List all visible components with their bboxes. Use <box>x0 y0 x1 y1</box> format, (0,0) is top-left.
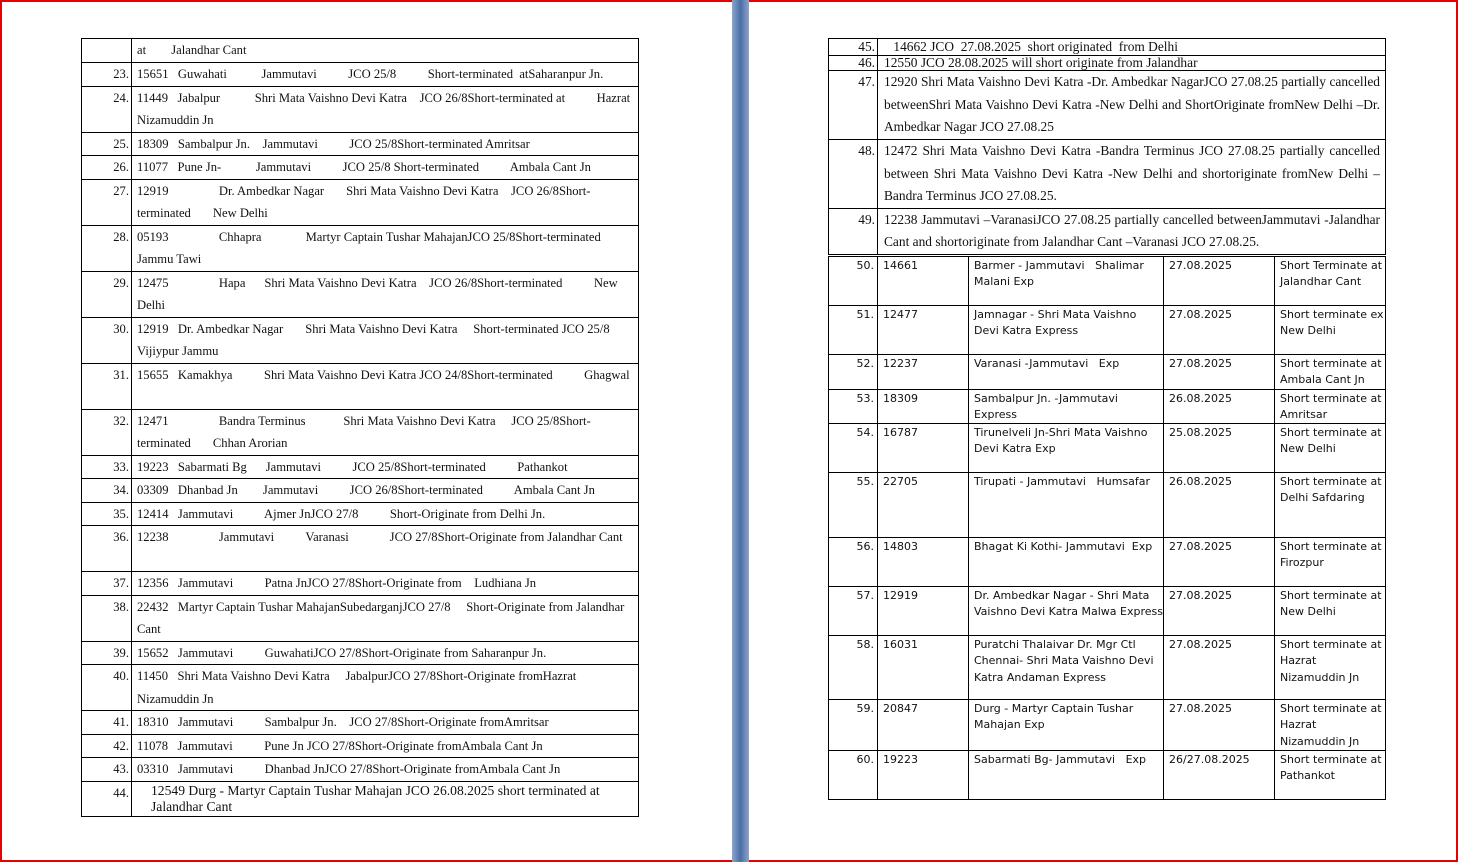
train-route: Dr. Ambedkar Nagar - Shri Mata Vaishno Devi Katra Malwa Express <box>969 587 1164 636</box>
row-number: 57. <box>829 587 878 636</box>
journey-date: 27.08.2025 <box>1164 700 1275 751</box>
row-text: 12549 Durg - Martyr Captain Tushar Mahajan JCO 26.08.2025 short terminated at Jalandhar Cant <box>132 781 639 816</box>
train-status: Short terminate at New Delhi <box>1275 587 1386 636</box>
table-row <box>82 63 639 87</box>
row-text: 15655 Kamakhya Shri Mata Vaishno Devi Katra JCO 24/8Short-terminated Ghagwal <box>132 363 639 409</box>
row-text: 11078 Jammutavi Pune Jn JCO 27/8Short-Originate fromAmbala Cant Jn <box>132 734 639 758</box>
journey-date: 27.08.2025 <box>1164 538 1275 587</box>
row-text: 12919 Dr. Ambedkar Nagar Shri Mata Vaishno Devi Katra JCO 26/8Short-terminated New Delhi <box>132 179 639 225</box>
train-status: Short terminate at Hazrat Nizamuddin Jn <box>1275 700 1386 751</box>
table-row <box>829 257 1386 306</box>
row-number: 53. <box>829 389 878 424</box>
row-text: 12414 Jammutavi Ajmer JnJCO 27/8 Short-Originate from Delhi Jn. <box>132 502 639 526</box>
train-number: 22705 <box>878 473 969 538</box>
row-text: 12919 Dr. Ambedkar Nagar Shri Mata Vaishno Devi Katra Short-terminated JCO 25/8 Vijiypur Jammu <box>132 317 639 363</box>
row-number: 43. <box>82 758 132 782</box>
row-number: 33. <box>82 455 132 479</box>
train-number: 12919 <box>878 587 969 636</box>
table-row <box>82 526 639 572</box>
row-text: at Jalandhar Cant <box>132 39 639 63</box>
journey-date: 27.08.2025 <box>1164 306 1275 355</box>
journey-date: 27.08.2025 <box>1164 636 1275 700</box>
row-number: 55. <box>829 473 878 538</box>
row-number: 27. <box>82 179 132 225</box>
table-row <box>82 665 639 711</box>
left-page-table <box>81 38 673 817</box>
table-row <box>82 363 639 409</box>
table-row <box>829 587 1386 636</box>
table-row <box>82 132 639 156</box>
train-status: Short terminate at Delhi Safdaring <box>1275 473 1386 538</box>
row-number: 59. <box>829 700 878 751</box>
train-number: 18309 <box>878 389 969 424</box>
journey-date: 27.08.2025 <box>1164 587 1275 636</box>
table-row <box>82 39 639 63</box>
train-number: 19223 <box>878 751 969 800</box>
row-number: 52. <box>829 355 878 390</box>
row-text: 14662 JCO 27.08.2025 short originated from Delhi <box>878 39 1386 56</box>
row-number: 48. <box>829 140 878 209</box>
row-number: 26. <box>82 156 132 180</box>
row-number: 35. <box>82 502 132 526</box>
row-number: 40. <box>82 665 132 711</box>
table-row <box>829 140 1386 209</box>
row-text: 12550 JCO 28.08.2025 will short originate from Jalandhar <box>878 56 1386 71</box>
row-text: 22432 Martyr Captain Tushar MahajanSubedarganjJCO 27/8 Short-Originate from Jalandhar Cant <box>132 595 639 641</box>
journey-date: 26.08.2025 <box>1164 473 1275 538</box>
journey-date: 27.08.2025 <box>1164 257 1275 306</box>
table-row <box>829 473 1386 538</box>
row-text: 11449 Jabalpur Shri Mata Vaishno Devi Katra JCO 26/8Short-terminated at Hazrat Nizamuddin Jn <box>132 86 639 132</box>
row-text: 15651 Guwahati Jammutavi JCO 25/8 Short-terminated atSaharanpur Jn. <box>132 63 639 87</box>
train-status: Short terminate at New Delhi <box>1275 424 1386 473</box>
right-notice-table <box>828 38 1386 255</box>
train-route: Puratchi Thalaivar Dr. Mgr Ctl Chennai- Shri Mata Vaishno Devi Katra Andaman Express <box>969 636 1164 700</box>
train-route: Tirupati - Jammutavi Humsafar <box>969 473 1164 538</box>
train-route: Sabarmati Bg- Jammutavi Exp <box>969 751 1164 800</box>
train-status: Short terminate at Ambala Cant Jn <box>1275 355 1386 390</box>
row-number: 28. <box>82 225 132 271</box>
table-row <box>829 700 1386 751</box>
journey-date: 26.08.2025 <box>1164 389 1275 424</box>
row-text: 12920 Shri Mata Vaishno Devi Katra -Dr. Ambedkar NagarJCO 27.08.25 partially cancelled betweenShri Mata Vaishno Devi Katra -New Delhi and ShortOriginate fromNew Delhi –Dr. Ambedkar Nagar JCO 27.08.25 <box>878 71 1386 140</box>
row-number: 56. <box>829 538 878 587</box>
row-number: 49. <box>829 208 878 254</box>
row-number: 60. <box>829 751 878 800</box>
table-row <box>829 39 1386 56</box>
row-number: 37. <box>82 572 132 596</box>
table-row <box>829 306 1386 355</box>
train-route: Varanasi -Jammutavi Exp <box>969 355 1164 390</box>
table-row <box>829 751 1386 800</box>
train-route: Sambalpur Jn. -Jammutavi Express <box>969 389 1164 424</box>
table-row <box>829 424 1386 473</box>
table-row <box>829 208 1386 254</box>
row-text: 12238 Jammutavi –VaranasiJCO 27.08.25 partially cancelled betweenJammutavi -Jalandhar Cant and shortoriginate from Jalandhar Cant –Varanasi JCO 27.08.25. <box>878 208 1386 254</box>
row-text: 15652 Jammutavi GuwahatiJCO 27/8Short-Originate from Saharanpur Jn. <box>132 641 639 665</box>
row-text: 03309 Dhanbad Jn Jammutavi JCO 26/8Short-terminated Ambala Cant Jn <box>132 479 639 503</box>
row-number: 34. <box>82 479 132 503</box>
row-number: 41. <box>82 711 132 735</box>
row-number: 24. <box>82 86 132 132</box>
table-row <box>829 538 1386 587</box>
train-status: Short terminate ex New Delhi <box>1275 306 1386 355</box>
table-row <box>82 156 639 180</box>
train-number: 12477 <box>878 306 969 355</box>
row-number: 51. <box>829 306 878 355</box>
train-route: Bhagat Ki Kothi- Jammutavi Exp <box>969 538 1164 587</box>
train-status: Short terminate at Amritsar <box>1275 389 1386 424</box>
train-number: 12237 <box>878 355 969 390</box>
row-text: 11077 Pune Jn- Jammutavi JCO 25/8 Short-terminated Ambala Cant Jn <box>132 156 639 180</box>
journey-date: 25.08.2025 <box>1164 424 1275 473</box>
row-text: 12356 Jammutavi Patna JnJCO 27/8Short-Originate from Ludhiana Jn <box>132 572 639 596</box>
table-row <box>82 711 639 735</box>
train-status: Short terminate at Pathankot <box>1275 751 1386 800</box>
row-text: 12475 Hapa Shri Mata Vaishno Devi Katra JCO 26/8Short-terminated New Delhi <box>132 271 639 317</box>
row-number <box>82 39 132 63</box>
table-row <box>82 86 639 132</box>
table-row <box>82 409 639 455</box>
train-route: Tirunelveli Jn-Shri Mata Vaishno Devi Katra Exp <box>969 424 1164 473</box>
train-route: Durg - Martyr Captain Tushar Mahajan Exp <box>969 700 1164 751</box>
table-row <box>82 455 639 479</box>
train-number: 20847 <box>878 700 969 751</box>
row-number: 36. <box>82 526 132 572</box>
left-table-body <box>82 39 673 817</box>
table-row <box>82 502 639 526</box>
table-row <box>829 389 1386 424</box>
train-number: 16031 <box>878 636 969 700</box>
row-number: 54. <box>829 424 878 473</box>
row-text: 18310 Jammutavi Sambalpur Jn. JCO 27/8Short-Originate fromAmritsar <box>132 711 639 735</box>
train-route: Barmer - Jammutavi Shalimar Malani Exp <box>969 257 1164 306</box>
table-row <box>82 271 639 317</box>
train-number: 14661 <box>878 257 969 306</box>
row-number: 29. <box>82 271 132 317</box>
row-text: 11450 Shri Mata Vaishno Devi Katra JabalpurJCO 27/8Short-Originate fromHazrat Nizamuddin Jn <box>132 665 639 711</box>
row-number: 47. <box>829 71 878 140</box>
row-number: 32. <box>82 409 132 455</box>
train-number: 14803 <box>878 538 969 587</box>
row-number: 50. <box>829 257 878 306</box>
journey-date: 26/27.08.2025 <box>1164 751 1275 800</box>
table-row <box>829 636 1386 700</box>
row-number: 30. <box>82 317 132 363</box>
row-text: 19223 Sabarmati Bg Jammutavi JCO 25/8Short-terminated Pathankot <box>132 455 639 479</box>
train-status: Short terminate at Hazrat Nizamuddin Jn <box>1275 636 1386 700</box>
table-row <box>82 179 639 225</box>
table-row <box>82 225 639 271</box>
train-status: Short terminate at Firozpur <box>1275 538 1386 587</box>
row-text: 05193 Chhapra Martyr Captain Tushar MahajanJCO 25/8Short-terminated Jammu Tawi <box>132 225 639 271</box>
row-number: 23. <box>82 63 132 87</box>
row-number: 39. <box>82 641 132 665</box>
row-text: 18309 Sambalpur Jn. Jammutavi JCO 25/8Short-terminated Amritsar <box>132 132 639 156</box>
table-row <box>829 56 1386 71</box>
row-text: 12471 Bandra Terminus Shri Mata Vaishno Devi Katra JCO 25/8Short-terminated Chhan Arorian <box>132 409 639 455</box>
table-row <box>82 317 639 363</box>
right-train-table <box>828 256 1386 800</box>
table-row <box>82 479 639 503</box>
page-gutter <box>732 0 749 862</box>
table-row <box>82 641 639 665</box>
row-number: 45. <box>829 39 878 56</box>
table-row <box>82 781 639 816</box>
row-number: 25. <box>82 132 132 156</box>
table-row <box>82 734 639 758</box>
table-row <box>82 572 639 596</box>
train-status: Short Terminate at Jalandhar Cant <box>1275 257 1386 306</box>
row-number: 38. <box>82 595 132 641</box>
row-number: 42. <box>82 734 132 758</box>
table-row <box>82 595 639 641</box>
table-row <box>829 355 1386 390</box>
row-number: 46. <box>829 56 878 71</box>
train-route: Jamnagar - Shri Mata Vaishno Devi Katra Express <box>969 306 1164 355</box>
row-text: 03310 Jammutavi Dhanbad JnJCO 27/8Short-Originate fromAmbala Cant Jn <box>132 758 639 782</box>
row-number: 58. <box>829 636 878 700</box>
train-number: 16787 <box>878 424 969 473</box>
row-text: 12472 Shri Mata Vaishno Devi Katra -Bandra Terminus JCO 27.08.25 partially cancelled between Shri Mata Vaishno Devi Katra -New Delhi and shortoriginate fromNew Delhi – Bandra Terminus JCO 27.08.25. <box>878 140 1386 209</box>
table-row <box>829 71 1386 140</box>
row-text: 12238 Jammutavi Varanasi JCO 27/8Short-Originate from Jalandhar Cant <box>132 526 639 572</box>
row-number: 31. <box>82 363 132 409</box>
journey-date: 27.08.2025 <box>1164 355 1275 390</box>
table-row <box>82 758 639 782</box>
row-number: 44. <box>82 781 132 816</box>
